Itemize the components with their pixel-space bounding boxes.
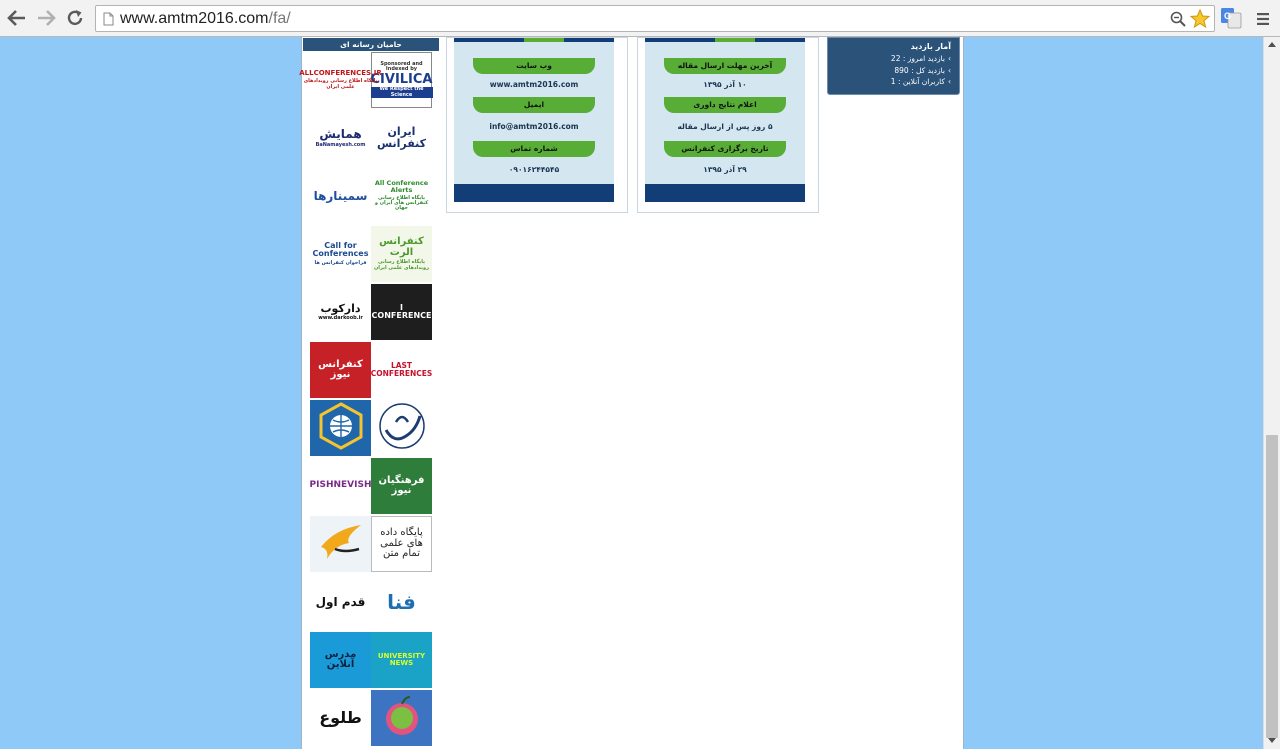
- sponsor-logo-text: [314, 190, 368, 203]
- sponsor-logo-pishnevis[interactable]: [310, 458, 371, 514]
- sponsor-logo-title: ALLCONFERENCES.IR: [299, 69, 382, 78]
- sponsor-logo-farhangian-news[interactable]: [371, 458, 432, 514]
- sponsor-logo-title: همایش: [319, 127, 362, 142]
- sponsor-logo-text: [377, 691, 427, 745]
- sponsor-logo-darkoob[interactable]: [310, 284, 371, 340]
- sponsor-logo-title: UNIVERSITY NEWS: [377, 651, 426, 667]
- address-bar[interactable]: [95, 5, 1215, 32]
- sponsor-logo-caption: فراخوان کنفرانس ها: [314, 259, 367, 266]
- poster-contact-image: [454, 38, 614, 202]
- sponsor-logo-title: Call for Conferences: [312, 240, 369, 259]
- sponsor-logo-text: [371, 126, 432, 149]
- stat-total-label: بازدید کل : 890: [894, 65, 945, 75]
- zoom-icon[interactable]: [1170, 11, 1186, 27]
- url-host: www.amtm2016.com: [120, 10, 269, 27]
- sponsor-logo-caption: BaNamayesh.com: [315, 141, 366, 148]
- review-value: ۵ روز پس از ارسال مقاله: [677, 122, 773, 131]
- sponsor-logo-text: [371, 476, 432, 497]
- sponsor-logo-text: [387, 589, 416, 614]
- sponsor-logo-tolou[interactable]: [310, 690, 371, 746]
- browser-menu-icon[interactable]: [1256, 11, 1270, 25]
- forward-arrow-icon: [37, 10, 55, 26]
- sponsor-logo-text: [316, 401, 366, 455]
- sponsor-logo-text: [372, 528, 431, 560]
- sponsor-logo-caption: Sponsored and Indexed by: [380, 61, 423, 73]
- sponsor-logo-title: مدرس آنلاین: [324, 648, 357, 670]
- sponsor-logo-text: [310, 360, 371, 381]
- website-value: www.amtm2016.com: [489, 80, 579, 89]
- sponsor-logo-title: قدم اول: [315, 594, 366, 609]
- translate-icon[interactable]: [1221, 8, 1241, 28]
- sponsor-logo-text: [310, 650, 371, 671]
- sponsor-logo-title: CIVILICA: [370, 71, 433, 87]
- back-arrow-icon: [8, 10, 26, 26]
- chevron-left-icon: ›: [948, 77, 951, 86]
- chevron-left-icon: ›: [948, 65, 951, 75]
- reload-icon: [66, 9, 84, 27]
- conference-date-value: ۲۹ آذر ۱۳۹۵: [703, 165, 747, 174]
- sponsor-logo-iran-conference[interactable]: [371, 110, 432, 166]
- sponsor-logo-tagline: We Respect the Science: [371, 87, 433, 98]
- sponsor-logo-title: I CONFERENCE: [371, 302, 432, 320]
- sponsor-logo-hamayesh-bankamayesh[interactable]: [310, 110, 371, 166]
- sponsor-logo-caption: پایگاه اطلاع رسانی کنفرانس های ایران و جهان: [374, 194, 429, 212]
- address-url: [120, 10, 291, 28]
- sponsor-logo-seminar-ha[interactable]: [310, 168, 371, 224]
- reload-button[interactable]: [64, 7, 86, 29]
- sponsor-logo-conference-news[interactable]: [310, 342, 371, 398]
- visit-stats-title: آمار بازدید: [910, 42, 951, 51]
- conference-date-label: تاریخ برگزاری کنفرانس: [664, 141, 786, 157]
- green-apple-icon: [377, 691, 427, 741]
- phone-value: ۰۹۰۱۶۲۴۴۵۴۵: [508, 165, 560, 174]
- deadline-value: ۱۰ آذر ۱۳۹۵: [703, 80, 747, 89]
- scroll-up-arrow-icon[interactable]: [1268, 42, 1276, 47]
- sponsor-logo-title: فرهنگیان نیوز: [378, 474, 425, 496]
- sponsor-logo-title: پایگاه داده های علمی تمام متن: [380, 527, 423, 560]
- sponsor-logo-iconference[interactable]: [371, 284, 432, 340]
- back-button[interactable]: [6, 7, 28, 29]
- sponsor-logo-green-apple[interactable]: [371, 690, 432, 746]
- sponsor-logo-caption: www.darkoob.ir: [318, 315, 363, 322]
- sponsor-logo-university-news[interactable]: [371, 632, 432, 688]
- sponsor-logo-text: [319, 707, 362, 727]
- sponsor-logo-text: [318, 303, 363, 322]
- forward-button[interactable]: [35, 7, 57, 29]
- email-value: info@amtm2016.com: [489, 122, 579, 131]
- sponsor-logo-title: دارکوب: [320, 301, 361, 315]
- sponsor-logo-fana[interactable]: [371, 574, 432, 630]
- svg-text:G: G: [1224, 11, 1232, 21]
- sponsor-logo-text: [371, 237, 432, 271]
- stat-total: [834, 65, 951, 77]
- chevron-left-icon: ›: [948, 54, 951, 63]
- sponsor-logo-text: [316, 596, 366, 609]
- sponsor-logo-modares-online[interactable]: [310, 632, 371, 688]
- phone-label: شماره تماس: [473, 141, 595, 157]
- sponsor-logo-last-conferences[interactable]: [371, 342, 432, 398]
- page-scrollbar[interactable]: [1263, 37, 1280, 749]
- sponsor-logo-title: ایران کنفرانس: [376, 125, 427, 150]
- sponsor-logo-title: طلوع: [319, 707, 362, 727]
- globe-icon: [316, 401, 366, 451]
- review-label: اعلام نتایج داوری: [664, 97, 786, 113]
- poster-dates[interactable]: [637, 37, 819, 213]
- poster-contact[interactable]: [446, 37, 628, 213]
- scroll-thumb[interactable]: [1266, 435, 1278, 738]
- sponsor-logo-title: سمینارها: [313, 188, 368, 203]
- sponsor-logo-title: PISHNEVISH: [309, 480, 372, 491]
- stat-today-label: بازدید امروز : 22: [890, 54, 945, 63]
- sponsor-logo-text: [371, 653, 432, 668]
- scroll-down-arrow-icon[interactable]: [1268, 738, 1276, 743]
- url-path: /fa/: [268, 10, 291, 27]
- sponsor-logo-text: [315, 519, 367, 569]
- stat-online-label: کاربران آنلاین : 1: [890, 77, 945, 86]
- stat-online: [834, 76, 951, 88]
- email-label: ایمیل: [473, 97, 595, 113]
- sponsor-logo-logo-globe[interactable]: [310, 400, 371, 456]
- simorgh-bird-icon: [315, 519, 367, 565]
- sponsor-logo-title: کنفرانس الرت: [379, 236, 424, 258]
- sponsor-logo-title: All Conference Alerts: [374, 179, 429, 195]
- bookmark-star-icon[interactable]: [1190, 9, 1210, 29]
- sponsor-logo-logo-calligraphy[interactable]: [371, 400, 432, 456]
- sponsor-logo-text: [310, 481, 372, 490]
- sponsor-logo-text: [376, 400, 428, 456]
- sponsor-logo-caption: پایگاه اطلاع رسانی رویدادهای علمی ایران: [374, 259, 429, 271]
- browser-toolbar: [0, 0, 1280, 37]
- sponsor-logo-text: [299, 70, 382, 90]
- calligraphy-emblem-icon: [376, 400, 428, 452]
- sponsor-logo-caption: پایگاه اطلاع رسانی رویدادهای علمی ایران: [303, 78, 378, 90]
- website-label: وب سایت: [473, 58, 595, 74]
- deadline-label: آخرین مهلت ارسال مقاله: [664, 58, 786, 74]
- sponsor-logo-allconferences-ir[interactable]: [299, 52, 382, 108]
- stat-today: [834, 53, 951, 65]
- sponsor-logo-broken-image[interactable]: [371, 516, 432, 572]
- sponsor-logo-simorgh[interactable]: [310, 516, 371, 572]
- sponsor-logo-title: فنا: [387, 589, 416, 614]
- sponsor-logo-text: [310, 242, 371, 266]
- sponsor-logo-text: [371, 362, 433, 378]
- sponsor-logo-text: [371, 304, 432, 321]
- sponsor-logo-call-for-conferences[interactable]: [310, 226, 371, 282]
- page-icon: [103, 12, 114, 26]
- poster-dates-image: [645, 38, 805, 202]
- sponsor-logo-text: [316, 128, 366, 148]
- sponsor-logo-title: LAST CONFERENCES: [370, 361, 433, 378]
- sponsor-logo-text: [371, 180, 432, 211]
- sponsors-heading: حامیان رسانه ای: [303, 38, 439, 51]
- sponsor-logo-conference-alert[interactable]: [371, 226, 432, 282]
- visit-stats-box: [827, 37, 960, 95]
- sponsor-logo-all-conference-alerts[interactable]: [371, 168, 432, 224]
- sponsor-logo-nashr-gam-aval[interactable]: [310, 574, 371, 630]
- sponsor-logo-title: کنفرانس نیوز: [318, 358, 363, 380]
